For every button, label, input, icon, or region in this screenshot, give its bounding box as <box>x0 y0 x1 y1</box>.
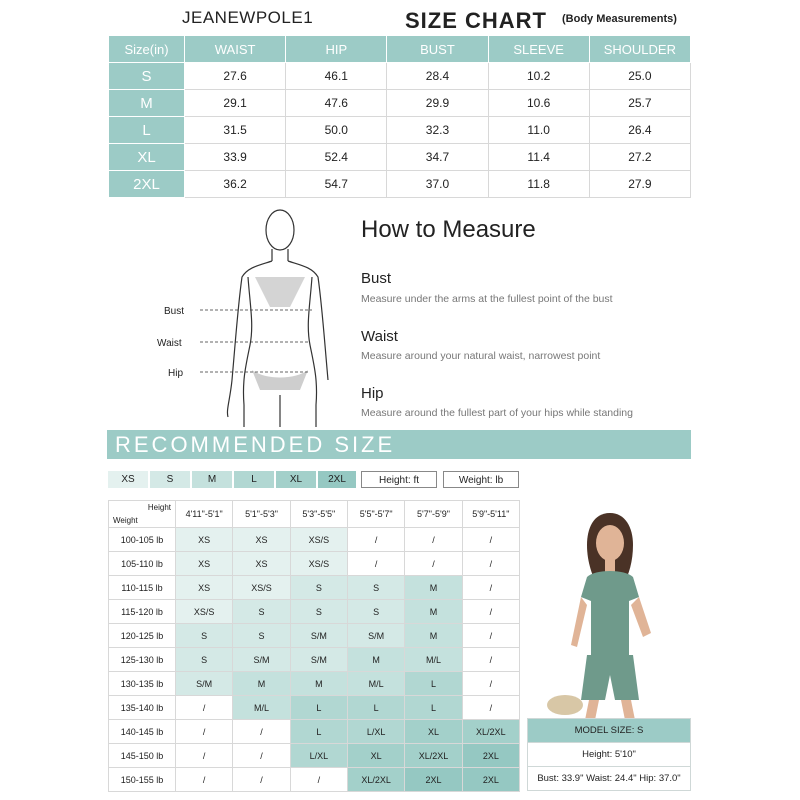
model-size-label: MODEL SIZE: S <box>528 719 691 743</box>
measure-label-bust: Bust <box>361 270 392 287</box>
size-recommendation-cell: / <box>176 696 233 720</box>
legend-weight-unit: Weight: lb <box>443 471 519 488</box>
size-chart-table <box>108 35 691 198</box>
height-header-row <box>109 501 520 528</box>
header-cell: WAIST <box>185 36 286 63</box>
legend-size-2xl: 2XL <box>318 471 356 488</box>
size-recommendation-cell: XL/2XL <box>405 744 462 768</box>
size-recommendation-cell: / <box>462 552 519 576</box>
size-recommendation-cell: XL <box>347 744 404 768</box>
size-recommendation-cell: / <box>290 768 347 792</box>
size-recommendation-cell: S/M <box>176 672 233 696</box>
size-recommendation-cell: XL/2XL <box>462 720 519 744</box>
size-recommendation-cell: / <box>462 576 519 600</box>
value-cell: 31.5 <box>185 117 286 144</box>
value-cell: 11.0 <box>488 117 589 144</box>
value-cell: 25.0 <box>589 63 690 90</box>
weight-cell: 130-135 lb <box>109 672 176 696</box>
value-cell: 25.7 <box>589 90 690 117</box>
size-recommendation-cell: / <box>233 744 290 768</box>
table-row <box>109 117 691 144</box>
size-recommendation-cell: S <box>347 600 404 624</box>
measure-label-waist: Waist <box>361 328 398 345</box>
title-note: (Body Measurements) <box>562 13 677 25</box>
body-measurement-figure <box>157 205 330 430</box>
size-recommendation-cell: XS <box>176 576 233 600</box>
table-row <box>109 672 520 696</box>
size-recommendation-cell: M/L <box>347 672 404 696</box>
size-recommendation-cell: M <box>347 648 404 672</box>
size-recommendation-cell: S <box>347 576 404 600</box>
size-recommendation-cell: / <box>462 600 519 624</box>
size-chart-header <box>109 36 691 63</box>
size-recommendation-cell: / <box>347 528 404 552</box>
measure-desc-waist: Measure around your natural waist, narrowest point <box>361 350 601 362</box>
header-cell: HIP <box>286 36 387 63</box>
model-measurements: Bust: 33.9" Waist: 24.4" Hip: 37.0" <box>528 767 691 791</box>
size-recommendation-cell: / <box>462 648 519 672</box>
value-cell: 10.2 <box>488 63 589 90</box>
size-recommendation-cell: S/M <box>290 624 347 648</box>
size-cell: 2XL <box>109 171 185 198</box>
size-recommendation-cell: / <box>233 768 290 792</box>
size-recommendation-cell: / <box>405 528 462 552</box>
weight-cell: 140-145 lb <box>109 720 176 744</box>
size-recommendation-cell: / <box>462 624 519 648</box>
size-recommendation-cell: M <box>405 576 462 600</box>
value-cell: 50.0 <box>286 117 387 144</box>
size-recommendation-cell: / <box>462 696 519 720</box>
size-recommendation-cell: XS/S <box>290 552 347 576</box>
recommended-size-table <box>108 500 520 792</box>
size-recommendation-cell: / <box>405 552 462 576</box>
model-photo <box>525 505 695 720</box>
size-recommendation-cell: L <box>405 672 462 696</box>
header-cell: SHOULDER <box>589 36 690 63</box>
legend-size-s: S <box>150 471 190 488</box>
value-cell: 10.6 <box>488 90 589 117</box>
size-cell: S <box>109 63 185 90</box>
size-recommendation-cell: S/M <box>347 624 404 648</box>
weight-cell: 110-115 lb <box>109 576 176 600</box>
table-row <box>109 171 691 198</box>
size-recommendation-cell: / <box>462 672 519 696</box>
value-cell: 27.9 <box>589 171 690 198</box>
value-cell: 46.1 <box>286 63 387 90</box>
value-cell: 47.6 <box>286 90 387 117</box>
model-height: Height: 5'10" <box>528 743 691 767</box>
size-recommendation-cell: S/M <box>290 648 347 672</box>
brand-name: JEANEWPOLE1 <box>182 8 314 27</box>
size-recommendation-cell: XS/S <box>176 600 233 624</box>
legend-size-xs: XS <box>108 471 148 488</box>
size-recommendation-cell: / <box>176 720 233 744</box>
weight-cell: 125-130 lb <box>109 648 176 672</box>
table-row <box>109 648 520 672</box>
measure-desc-bust: Measure under the arms at the fullest point of the bust <box>361 293 613 305</box>
size-recommendation-cell: XL <box>405 720 462 744</box>
size-recommendation-cell: L <box>290 720 347 744</box>
height-header: 5'7"-5'9" <box>405 501 462 528</box>
size-recommendation-cell: M <box>405 624 462 648</box>
value-cell: 28.4 <box>387 63 488 90</box>
model-size-card <box>527 718 691 791</box>
header-cell: Size(in) <box>109 36 185 63</box>
table-row <box>109 600 520 624</box>
weight-cell: 105-110 lb <box>109 552 176 576</box>
table-row <box>109 720 520 744</box>
measure-label-hip: Hip <box>361 385 384 402</box>
size-recommendation-cell: / <box>347 552 404 576</box>
figure-label-hip: Hip <box>168 368 184 379</box>
how-to-measure-title: How to Measure <box>361 216 536 243</box>
size-recommendation-cell: L/XL <box>347 720 404 744</box>
value-cell: 27.2 <box>589 144 690 171</box>
height-header: 4'11"-5'1" <box>176 501 233 528</box>
size-recommendation-cell: S <box>176 648 233 672</box>
size-recommendation-cell: XS/S <box>233 576 290 600</box>
size-recommendation-cell: / <box>176 768 233 792</box>
size-recommendation-cell: 2XL <box>462 744 519 768</box>
size-recommendation-cell: 2XL <box>405 768 462 792</box>
size-recommendation-cell: L <box>290 696 347 720</box>
table-row <box>109 744 520 768</box>
value-cell: 26.4 <box>589 117 690 144</box>
legend-size-m: M <box>192 471 232 488</box>
size-cell: M <box>109 90 185 117</box>
size-recommendation-cell: XL/2XL <box>347 768 404 792</box>
value-cell: 36.2 <box>185 171 286 198</box>
size-recommendation-cell: S/M <box>233 648 290 672</box>
weight-cell: 150-155 lb <box>109 768 176 792</box>
legend-height-unit: Height: ft <box>361 471 437 488</box>
weight-cell: 100-105 lb <box>109 528 176 552</box>
size-recommendation-cell: 2XL <box>462 768 519 792</box>
size-recommendation-cell: XS <box>233 552 290 576</box>
value-cell: 54.7 <box>286 171 387 198</box>
weight-cell: 115-120 lb <box>109 600 176 624</box>
header-cell: SLEEVE <box>488 36 589 63</box>
table-row <box>109 144 691 171</box>
size-cell: L <box>109 117 185 144</box>
height-header: 5'1"-5'3" <box>233 501 290 528</box>
size-recommendation-cell: M <box>405 600 462 624</box>
table-row <box>109 528 520 552</box>
height-header: 5'5"-5'7" <box>347 501 404 528</box>
header-cell: BUST <box>387 36 488 63</box>
weight-cell: 120-125 lb <box>109 624 176 648</box>
size-recommendation-cell: L <box>405 696 462 720</box>
height-header: 5'3"-5'5" <box>290 501 347 528</box>
value-cell: 33.9 <box>185 144 286 171</box>
table-row <box>109 624 520 648</box>
size-recommendation-cell: L/XL <box>290 744 347 768</box>
size-recommendation-cell: M/L <box>405 648 462 672</box>
legend-size-xl: XL <box>276 471 316 488</box>
size-recommendation-cell: M/L <box>233 696 290 720</box>
size-recommendation-cell: XS/S <box>290 528 347 552</box>
value-cell: 34.7 <box>387 144 488 171</box>
size-recommendation-cell: / <box>462 528 519 552</box>
table-row <box>109 63 691 90</box>
corner-weight-label: Weight <box>113 516 138 525</box>
value-cell: 27.6 <box>185 63 286 90</box>
size-cell: XL <box>109 144 185 171</box>
figure-label-bust: Bust <box>164 306 185 317</box>
size-recommendation-cell: XS <box>176 552 233 576</box>
figure-label-waist: Waist <box>157 338 182 349</box>
corner-cell <box>109 501 176 528</box>
table-row <box>109 576 520 600</box>
table-row <box>109 552 520 576</box>
weight-cell: 145-150 lb <box>109 744 176 768</box>
size-recommendation-cell: / <box>233 720 290 744</box>
value-cell: 52.4 <box>286 144 387 171</box>
size-recommendation-cell: / <box>176 744 233 768</box>
corner-height-label: Height <box>147 503 171 512</box>
size-recommendation-cell: XS <box>176 528 233 552</box>
value-cell: 29.9 <box>387 90 488 117</box>
table-row <box>109 768 520 792</box>
size-recommendation-cell: XS <box>233 528 290 552</box>
table-row <box>109 90 691 117</box>
height-header: 5'9"-5'11" <box>462 501 519 528</box>
size-recommendation-cell: S <box>233 624 290 648</box>
size-recommendation-cell: S <box>290 576 347 600</box>
size-recommendation-cell: S <box>176 624 233 648</box>
value-cell: 11.8 <box>488 171 589 198</box>
weight-cell: 135-140 lb <box>109 696 176 720</box>
value-cell: 11.4 <box>488 144 589 171</box>
legend-size-l: L <box>234 471 274 488</box>
size-recommendation-cell: M <box>233 672 290 696</box>
table-row <box>109 696 520 720</box>
size-recommendation-cell: M <box>290 672 347 696</box>
value-cell: 37.0 <box>387 171 488 198</box>
measure-desc-hip: Measure around the fullest part of your hips while standing <box>361 407 633 419</box>
page-title: SIZE CHART <box>405 8 547 33</box>
size-recommendation-cell: L <box>347 696 404 720</box>
value-cell: 32.3 <box>387 117 488 144</box>
size-recommendation-cell: S <box>233 600 290 624</box>
value-cell: 29.1 <box>185 90 286 117</box>
size-recommendation-cell: S <box>290 600 347 624</box>
recommended-size-banner: RECOMMENDED SIZE <box>107 430 691 459</box>
